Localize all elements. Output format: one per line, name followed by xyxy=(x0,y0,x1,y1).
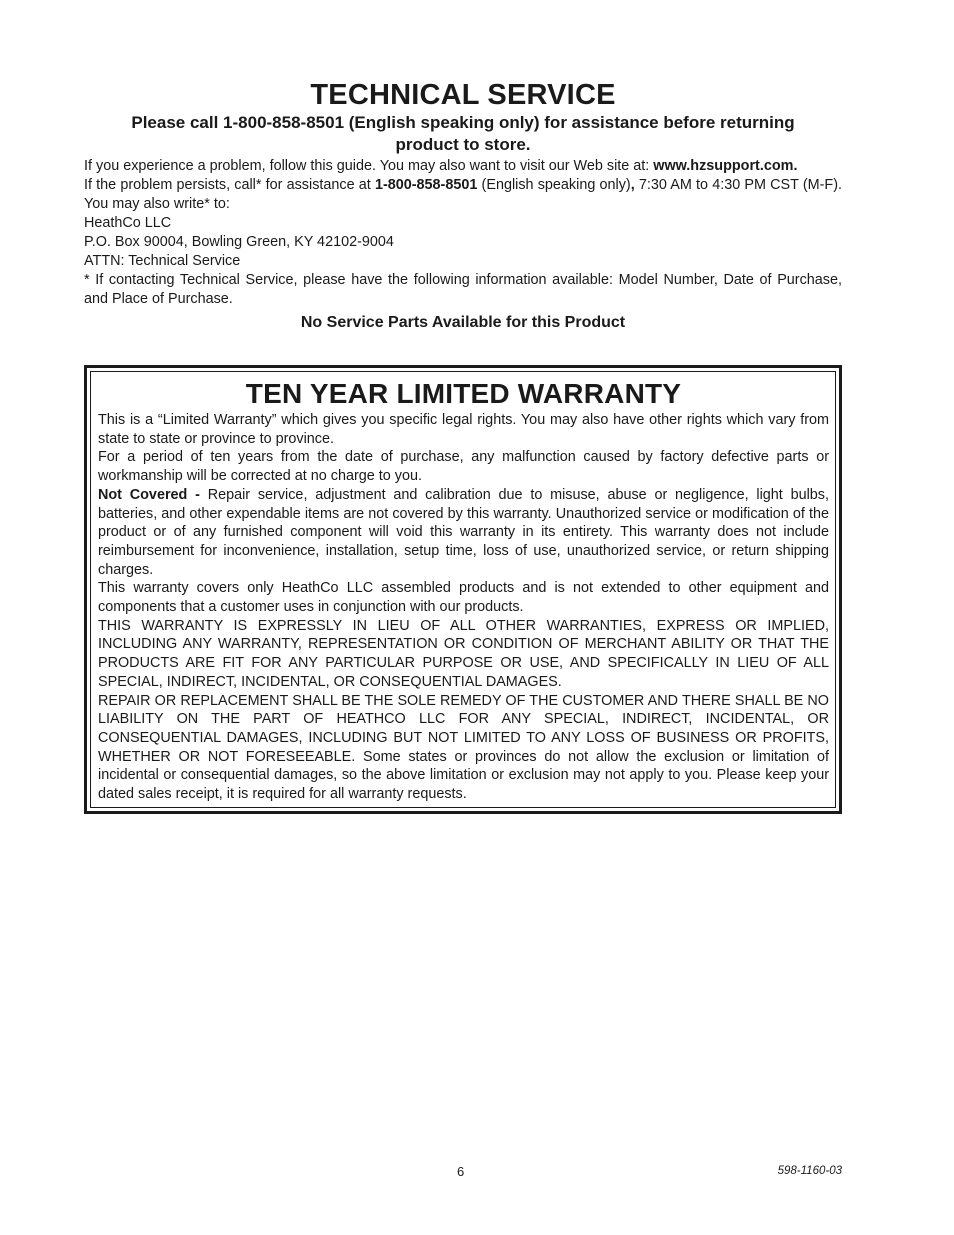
technical-service-section xyxy=(84,78,842,333)
warranty-paragraph-4: This warranty covers only HeathCo LLC assembled products and is not extended to other equipment and components that a customer uses in conjunction with our products. xyxy=(98,580,829,616)
intro-text-1: If you experience a problem, follow this guide. You may also want to visit our Web site at: xyxy=(84,158,654,174)
intro-text-2b: (English speaking only) xyxy=(477,177,631,193)
page-number: 6 xyxy=(457,1164,465,1179)
intro-comma: , xyxy=(630,177,635,193)
intro-text-2a: If the problem persists, call* for assistance at xyxy=(84,177,375,193)
warranty-paragraph-3 xyxy=(98,486,829,580)
support-website-link[interactable]: www.hzsupport.com. xyxy=(653,158,798,174)
technical-service-subtitle: Please call 1-800-858-8501 (English speaking only) for assistance before returning product to store. xyxy=(131,113,795,154)
intro-line-1 xyxy=(84,157,842,176)
not-covered-label: Not Covered - xyxy=(98,486,208,503)
remedy-text-caps: REPAIR OR REPLACEMENT SHALL BE THE SOLE REMEDY OF THE CUSTOMER AND THERE SHALL BE NO LIABILITY ON THE PART OF HEATHCO LLC FOR ANY SPECIAL, INDIRECT, INCIDENTAL, OR CONSEQUENTIAL DAMAGES, INCLUDING BUT NOT LIMITED TO ANY LOSS OF BUSINESS OR PROFITS, WHETHER OR NOT FORESEEABLE. xyxy=(98,692,829,765)
technical-service-title: TECHNICAL SERVICE xyxy=(310,79,616,111)
remedy-text: Some states or provinces do not allow the exclusion or limitation of incidental or consequential damages, so the above limitation or exclusion may not apply to you. Please keep your dated sales receipt, it is required for all warranty requests. xyxy=(98,748,829,803)
warranty-paragraph-5: THIS WARRANTY IS EXPRESSLY IN LIEU OF ALL OTHER WARRANTIES, EXPRESS OR IMPLIED, INCLUDING ANY WARRANTY, REPRESENTATION OR CONDITION OF MERCHANT ABILITY OR THAT THE PRODUCTS ARE FIT FOR ANY PARTICULAR PURPOSE OR USE, AND SPECIFICALLY IN LIEU OF ALL SPECIAL, INDIRECT, INCIDENTAL, OR CONSEQUENTIAL DAMAGES. xyxy=(98,617,829,690)
warranty-paragraph-2: For a period of ten years from the date of purchase, any malfunction caused by factory defective parts or workmanship will be corrected at no charge to you. xyxy=(98,449,829,485)
warranty-paragraph-6 xyxy=(98,692,829,804)
address-line-po-box: P.O. Box 90004, Bowling Green, KY 42102-9004 xyxy=(84,234,394,250)
intro-text-2c: 7:30 AM to 4:30 PM CST (M-F). You may also write* to: xyxy=(84,177,842,212)
intro-line-2 xyxy=(84,176,842,214)
address-line-company: HeathCo LLC xyxy=(84,215,172,231)
warranty-paragraph-1: This is a “Limited Warranty” which gives you specific legal rights. You may also have other rights which vary from state to state or province to province. xyxy=(98,412,829,447)
document-number: 598-1160-03 xyxy=(777,1165,842,1177)
support-phone: 1-800-858-8501 xyxy=(374,177,478,193)
not-covered-text: Repair service, adjustment and calibration due to misuse, abuse or negligence, light bulbs, batteries, and other expendable items are not covered by this warranty. Unauthorized service or modification of the product or of any furnished component will void this warranty in its entirety. This warranty does not include reimbursement for inconvenience, installation, setup time, loss of use, unauthorized service, or return shipping charges. xyxy=(98,486,829,578)
warranty-box xyxy=(84,365,842,814)
warranty-title: TEN YEAR LIMITED WARRANTY xyxy=(245,378,682,409)
no-service-parts-notice: No Service Parts Available for this Product xyxy=(300,314,626,331)
address-line-attn: ATTN: Technical Service xyxy=(84,253,241,269)
warranty-box-inner xyxy=(90,371,836,808)
contact-footnote: * If contacting Technical Service, please have the following information available: Model Number, Date of Purchase, and Place of Purchase. xyxy=(84,272,842,307)
